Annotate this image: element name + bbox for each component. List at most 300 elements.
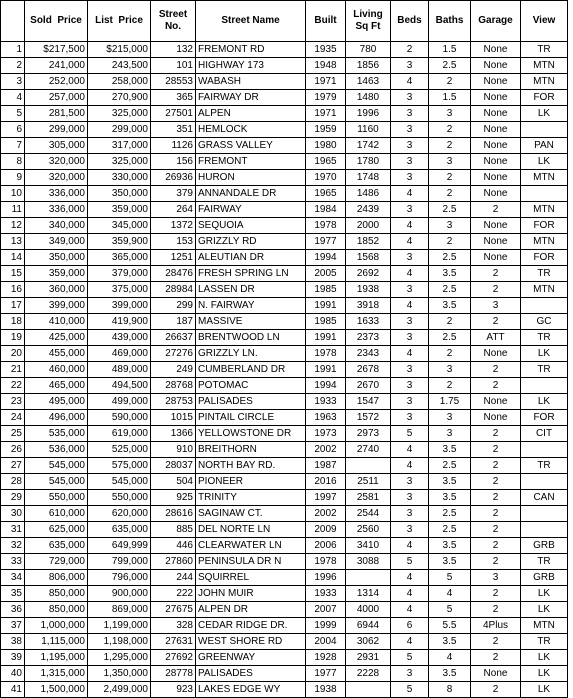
baths-cell: 2.5 [429,522,471,538]
beds-cell: 3 [391,314,429,330]
baths-cell: 5 [429,570,471,586]
view-cell: FOR [521,250,568,266]
living-sqft-cell [346,682,391,698]
baths-cell: 8 [429,682,471,698]
street-no-cell: 1366 [151,426,196,442]
living-sqft-cell: 4000 [346,602,391,618]
view-cell: MTN [521,74,568,90]
living-sqft-cell: 1314 [346,586,391,602]
row-index-cell: 27 [1,458,25,474]
view-cell: FOR [521,410,568,426]
baths-cell: 3.5 [429,298,471,314]
street-no-cell: 249 [151,362,196,378]
row-index-cell: 25 [1,426,25,442]
garage-cell: 2 [471,554,521,570]
street-no-cell: 925 [151,490,196,506]
garage-cell: None [471,170,521,186]
table-row [1,138,568,154]
built-cell: 1997 [306,490,346,506]
beds-cell: 3 [391,138,429,154]
garage-cell: None [471,250,521,266]
garage-cell: 2 [471,314,521,330]
sold-price-cell: 340,000 [25,218,88,234]
street-no-cell: 28553 [151,74,196,90]
table-row [1,330,568,346]
garage-cell: None [471,218,521,234]
garage-cell: 2 [471,586,521,602]
row-index-cell: 10 [1,186,25,202]
beds-cell: 3 [391,154,429,170]
row-index-cell: 38 [1,634,25,650]
list-price-cell: 325,000 [88,106,151,122]
list-price-cell: 649,999 [88,538,151,554]
view-cell [521,522,568,538]
street-name-cell: PIONEER [196,474,306,490]
view-cell: MTN [521,234,568,250]
beds-cell: 3 [391,506,429,522]
street-no-cell: 299 [151,298,196,314]
beds-cell: 3 [391,170,429,186]
built-cell: 2004 [306,634,346,650]
sold-price-cell: 336,000 [25,186,88,202]
living-sqft-cell: 2931 [346,650,391,666]
header-street-name: Street Name [196,1,306,42]
table-row [1,394,568,410]
street-name-cell: GRIZZLY LN. [196,346,306,362]
living-sqft-cell: 1463 [346,74,391,90]
street-no-cell: 28753 [151,394,196,410]
beds-cell: 4 [391,458,429,474]
list-price-cell: 1,350,000 [88,666,151,682]
sold-price-cell: 241,000 [25,58,88,74]
row-index-cell: 37 [1,618,25,634]
list-price-cell: 330,000 [88,170,151,186]
street-no-cell: 379 [151,186,196,202]
beds-cell: 3 [391,522,429,538]
beds-cell: 4 [391,218,429,234]
street-name-cell: GREENWAY [196,650,306,666]
sold-price-cell: 281,500 [25,106,88,122]
table-row [1,618,568,634]
beds-cell: 4 [391,346,429,362]
view-cell: LK [521,682,568,698]
view-cell: LK [521,666,568,682]
sold-price-cell: 545,000 [25,474,88,490]
street-name-cell: LASSEN DR [196,282,306,298]
street-no-cell: 328 [151,618,196,634]
sold-price-cell: 545,000 [25,458,88,474]
table-row [1,554,568,570]
garage-cell: 2 [471,442,521,458]
beds-cell: 5 [391,554,429,570]
list-price-cell: 796,000 [88,570,151,586]
list-price-cell: 620,000 [88,506,151,522]
row-index-cell: 17 [1,298,25,314]
living-sqft-cell: 1938 [346,282,391,298]
view-cell: LK [521,602,568,618]
street-name-cell: WEST SHORE RD [196,634,306,650]
street-no-cell: 351 [151,122,196,138]
street-name-cell: N. FAIRWAY [196,298,306,314]
street-no-cell: 27501 [151,106,196,122]
street-no-cell: 27276 [151,346,196,362]
living-sqft-cell: 2343 [346,346,391,362]
view-cell: PAN [521,138,568,154]
list-price-cell: 345,000 [88,218,151,234]
garage-cell: 2 [471,490,521,506]
living-sqft-cell: 2678 [346,362,391,378]
baths-cell: 2 [429,138,471,154]
street-name-cell: PENINSULA DR N [196,554,306,570]
row-index-cell: 19 [1,330,25,346]
header-baths: Baths [429,1,471,42]
built-cell: 1948 [306,58,346,74]
sold-price-cell: 1,315,000 [25,666,88,682]
baths-cell: 3 [429,218,471,234]
view-cell: CIT [521,426,568,442]
beds-cell: 3 [391,282,429,298]
living-sqft-cell: 2692 [346,266,391,282]
sold-price-cell: $217,500 [25,42,88,58]
built-cell: 2002 [306,442,346,458]
living-sqft-cell: 3410 [346,538,391,554]
table-row [1,218,568,234]
sold-price-cell: 299,000 [25,122,88,138]
baths-cell: 2.5 [429,250,471,266]
sold-price-cell: 535,000 [25,426,88,442]
street-name-cell: FREMONT [196,154,306,170]
built-cell: 2016 [306,474,346,490]
built-cell: 1996 [306,570,346,586]
garage-cell: None [471,666,521,682]
street-name-cell: MASSIVE [196,314,306,330]
beds-cell: 6 [391,618,429,634]
table-row [1,570,568,586]
baths-cell: 1.5 [429,42,471,58]
row-index-cell: 28 [1,474,25,490]
list-price-cell: 499,000 [88,394,151,410]
table-row [1,266,568,282]
sold-price-cell: 336,000 [25,202,88,218]
sold-price-cell: 360,000 [25,282,88,298]
row-index-cell: 36 [1,602,25,618]
sold-price-cell: 252,000 [25,74,88,90]
table-row [1,538,568,554]
row-index-cell: 30 [1,506,25,522]
view-cell [521,442,568,458]
sold-price-cell: 806,000 [25,570,88,586]
row-index-cell: 41 [1,682,25,698]
list-price-cell: 525,000 [88,442,151,458]
view-cell [521,298,568,314]
street-no-cell: 923 [151,682,196,698]
view-cell: FOR [521,218,568,234]
row-index-cell: 26 [1,442,25,458]
baths-cell: 3.5 [429,634,471,650]
street-name-cell: TRINITY [196,490,306,506]
list-price-cell: 575,000 [88,458,151,474]
street-no-cell: 222 [151,586,196,602]
street-name-cell: PINTAIL CIRCLE [196,410,306,426]
street-name-cell: LAKES EDGE WY [196,682,306,698]
built-cell: 1994 [306,250,346,266]
list-price-cell: 550,000 [88,490,151,506]
baths-cell: 3 [429,154,471,170]
built-cell: 1971 [306,106,346,122]
street-name-cell: ALPEN DR [196,602,306,618]
table-row [1,458,568,474]
baths-cell: 2 [429,186,471,202]
street-no-cell: 28037 [151,458,196,474]
table-row [1,170,568,186]
living-sqft-cell: 1486 [346,186,391,202]
header-built: Built [306,1,346,42]
built-cell: 1980 [306,138,346,154]
street-name-cell: FREMONT RD [196,42,306,58]
built-cell: 1991 [306,298,346,314]
street-name-cell: SEQUOIA [196,218,306,234]
sold-price-cell: 320,000 [25,154,88,170]
built-cell: 1979 [306,90,346,106]
table-row [1,490,568,506]
header-street-no: Street No. [151,1,196,42]
row-index-cell: 5 [1,106,25,122]
row-index-cell: 16 [1,282,25,298]
street-name-cell: FRESH SPRING LN [196,266,306,282]
baths-cell: 2 [429,346,471,362]
beds-cell: 4 [391,74,429,90]
row-index-cell: 15 [1,266,25,282]
sold-price-cell: 850,000 [25,602,88,618]
street-no-cell: 28768 [151,378,196,394]
baths-cell: 3.5 [429,554,471,570]
living-sqft-cell: 2373 [346,330,391,346]
table-row [1,650,568,666]
street-no-cell: 1372 [151,218,196,234]
baths-cell: 3.5 [429,266,471,282]
built-cell: 1987 [306,458,346,474]
living-sqft-cell [346,458,391,474]
built-cell: 1963 [306,410,346,426]
list-price-cell: 317,000 [88,138,151,154]
list-price-cell: 469,000 [88,346,151,362]
sold-price-cell: 536,000 [25,442,88,458]
street-no-cell: 27675 [151,602,196,618]
street-no-cell: 28778 [151,666,196,682]
beds-cell: 3 [391,474,429,490]
header-list-price: List Price [88,1,151,42]
row-index-cell: 39 [1,650,25,666]
street-no-cell: 1251 [151,250,196,266]
table-row [1,586,568,602]
beds-cell: 4 [391,602,429,618]
built-cell: 1991 [306,362,346,378]
street-no-cell: 132 [151,42,196,58]
row-index-cell: 13 [1,234,25,250]
garage-cell: 2 [471,634,521,650]
list-price-cell: 258,000 [88,74,151,90]
street-name-cell: JOHN MUIR [196,586,306,602]
table-row [1,154,568,170]
street-name-cell: ANNANDALE DR [196,186,306,202]
street-name-cell: DEL NORTE LN [196,522,306,538]
street-no-cell: 28616 [151,506,196,522]
built-cell: 1978 [306,554,346,570]
garage-cell: 2 [471,602,521,618]
baths-cell: 2.5 [429,330,471,346]
table-row [1,282,568,298]
sold-price-cell: 359,000 [25,266,88,282]
list-price-cell: 1,295,000 [88,650,151,666]
list-price-cell: 439,000 [88,330,151,346]
street-no-cell: 244 [151,570,196,586]
street-no-cell: 28476 [151,266,196,282]
built-cell: 1985 [306,314,346,330]
row-index-cell: 6 [1,122,25,138]
list-price-cell: 243,500 [88,58,151,74]
table-row [1,474,568,490]
beds-cell: 5 [391,426,429,442]
view-cell: LK [521,154,568,170]
beds-cell: 3 [391,410,429,426]
living-sqft-cell: 1480 [346,90,391,106]
table-row [1,378,568,394]
view-cell: MTN [521,170,568,186]
table-row [1,682,568,698]
street-name-cell: SQUIRREL [196,570,306,586]
beds-cell: 2 [391,42,429,58]
view-cell: LK [521,106,568,122]
baths-cell: 3.5 [429,490,471,506]
beds-cell: 4 [391,538,429,554]
garage-cell: None [471,186,521,202]
garage-cell: 2 [471,538,521,554]
garage-cell: None [471,234,521,250]
street-name-cell: PALISADES [196,666,306,682]
baths-cell: 5.5 [429,618,471,634]
beds-cell: 3 [391,106,429,122]
street-no-cell: 264 [151,202,196,218]
table-row [1,362,568,378]
living-sqft-cell: 1996 [346,106,391,122]
table-row [1,58,568,74]
street-no-cell: 156 [151,154,196,170]
baths-cell: 5 [429,602,471,618]
table-row [1,74,568,90]
baths-cell: 2.5 [429,458,471,474]
street-name-cell: YELLOWSTONE DR [196,426,306,442]
view-cell: FOR [521,90,568,106]
row-index-cell: 34 [1,570,25,586]
view-cell: LK [521,586,568,602]
living-sqft-cell: 1572 [346,410,391,426]
view-cell: TR [521,362,568,378]
view-cell [521,506,568,522]
list-price-cell: 375,000 [88,282,151,298]
row-index-cell: 3 [1,74,25,90]
built-cell: 1965 [306,186,346,202]
list-price-cell: 350,000 [88,186,151,202]
built-cell: 1970 [306,170,346,186]
sold-price-cell: 399,000 [25,298,88,314]
street-name-cell: PALISADES [196,394,306,410]
header-row [1,1,568,42]
built-cell: 2005 [306,266,346,282]
built-cell: 1999 [306,618,346,634]
view-cell: MTN [521,202,568,218]
living-sqft-cell: 6944 [346,618,391,634]
baths-cell: 2 [429,74,471,90]
view-cell: LK [521,394,568,410]
list-price-cell: 900,000 [88,586,151,602]
beds-cell: 4 [391,634,429,650]
baths-cell: 3.5 [429,474,471,490]
list-price-cell: $215,000 [88,42,151,58]
table-row [1,426,568,442]
list-price-cell: 2,499,000 [88,682,151,698]
baths-cell: 4 [429,650,471,666]
list-price-cell: 1,199,000 [88,618,151,634]
baths-cell: 3 [429,410,471,426]
view-cell [521,122,568,138]
list-price-cell: 365,000 [88,250,151,266]
baths-cell: 2 [429,378,471,394]
list-price-cell: 299,000 [88,122,151,138]
built-cell: 1977 [306,666,346,682]
view-cell [521,474,568,490]
street-name-cell: CLEARWATER LN [196,538,306,554]
garage-cell: None [471,122,521,138]
view-cell: GRB [521,538,568,554]
street-name-cell: ALEUTIAN DR [196,250,306,266]
beds-cell: 3 [391,202,429,218]
sold-price-cell: 495,000 [25,394,88,410]
beds-cell: 4 [391,570,429,586]
garage-cell: 2 [471,378,521,394]
table-row [1,202,568,218]
header-beds: Beds [391,1,429,42]
sold-price-cell: 257,000 [25,90,88,106]
row-index-cell: 1 [1,42,25,58]
header-sold-price: Sold Price [25,1,88,42]
living-sqft-cell: 2740 [346,442,391,458]
beds-cell: 4 [391,186,429,202]
street-name-cell: WABASH [196,74,306,90]
sold-price-cell: 729,000 [25,554,88,570]
garage-cell: 2 [471,426,521,442]
table-row [1,186,568,202]
list-price-cell: 489,000 [88,362,151,378]
row-index-cell: 12 [1,218,25,234]
living-sqft-cell: 780 [346,42,391,58]
baths-cell: 2 [429,122,471,138]
list-price-cell: 635,000 [88,522,151,538]
garage-cell: 2 [471,682,521,698]
garage-cell: None [471,138,521,154]
table-row [1,42,568,58]
garage-cell: 2 [471,282,521,298]
baths-cell: 2.5 [429,202,471,218]
row-index-cell: 8 [1,154,25,170]
street-no-cell: 27860 [151,554,196,570]
list-price-cell: 1,198,000 [88,634,151,650]
table-row [1,522,568,538]
baths-cell: 2 [429,314,471,330]
sold-price-cell: 610,000 [25,506,88,522]
view-cell [521,186,568,202]
living-sqft-cell [346,570,391,586]
sold-price-cell: 455,000 [25,346,88,362]
